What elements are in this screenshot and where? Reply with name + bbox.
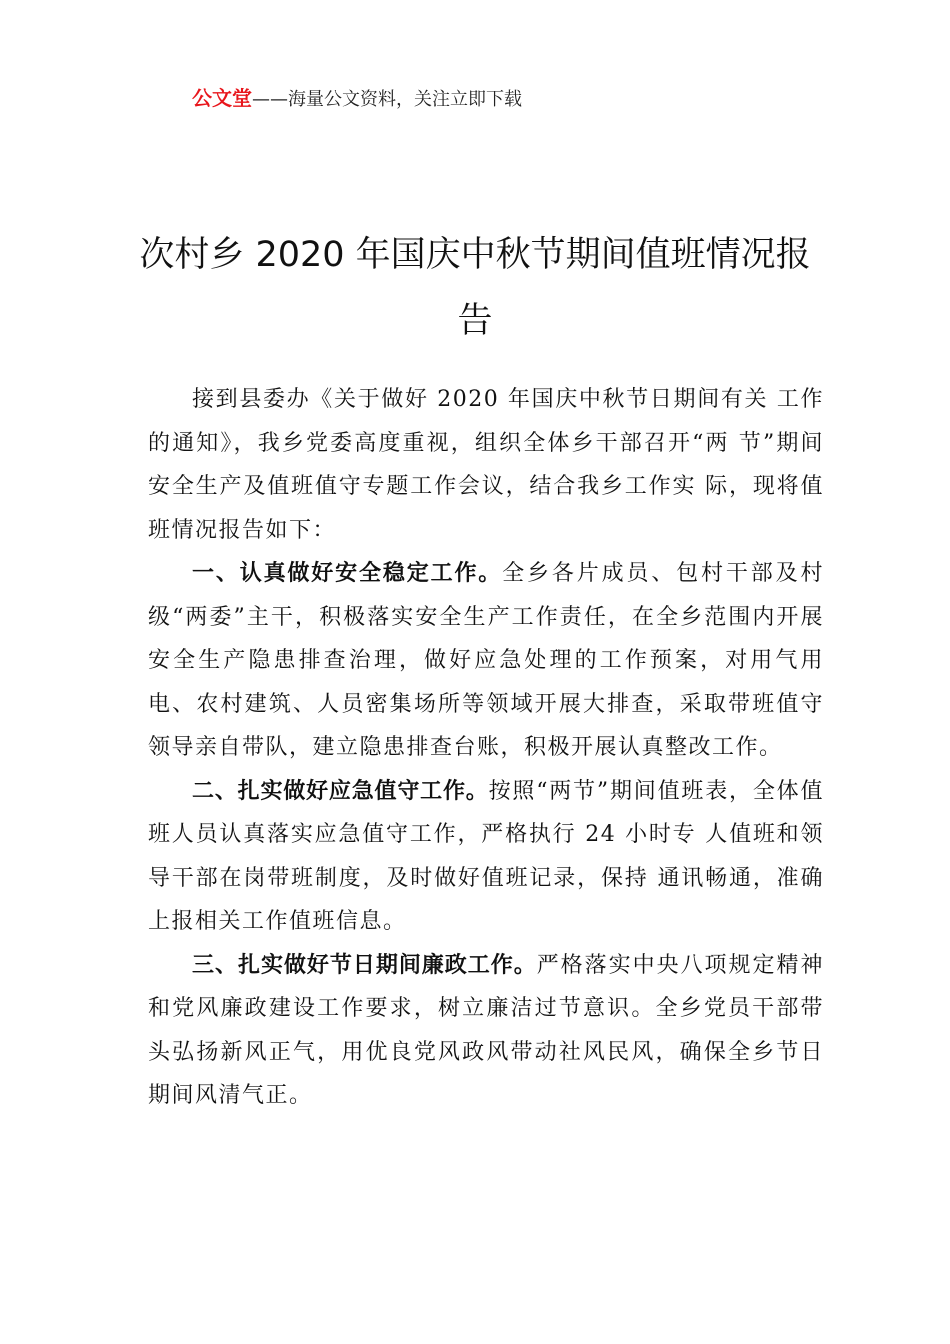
section-paragraph <box>148 770 824 944</box>
intro-paragraph: 接到县委办《关于做好 2020 年国庆中秋节日期间有关 工作的通知》，我乡党委高度重视，组织全体乡干部召开“两 节”期间安全生产及值班值守专题工作会议，结合我乡工作实 际，现将值班情况报告如下： <box>148 387 824 543</box>
promo-tagline: ——海量公文资料，关注立即下载 <box>252 89 522 110</box>
section-paragraph <box>148 552 824 770</box>
section-text: 按照“两节”期间值班表，全体值班人员认真落实应急值守工作，严格执行 24 小时专 人值班和领导干部在岗带班制度，及时做好值班记录，保持 通讯畅通，准确上报相关工作值班信息。 <box>148 778 824 934</box>
section-heading: 三、扎实做好节日期间廉政工作。 <box>192 952 537 978</box>
brand-name: 公文堂 <box>192 86 252 110</box>
section-text: 严格落实中央八项规定精神和党风廉政建设工作要求，树立廉洁过节意识。全乡党员干部带头弘扬新风正气，用优良党风政风带动社风民风，确保全乡节日期间风清气正。 <box>148 952 824 1108</box>
section-paragraph <box>148 944 824 1118</box>
document-title: 次村乡 2020 年国庆中秋节期间值班情况报告 <box>139 235 811 341</box>
promo-header <box>192 84 522 114</box>
section-text: 全乡各片成员、包村干部及村级“两委”主干，积极落实安全生产工作责任，在全乡范围内开展安全生产隐患排查治理，做好应急处理的工作预案，对用气用电、农村建筑、人员密集场所等领域开展大排查，采取带班值守领导亲自带队，建立隐患排查台账，积极开展认真整改工作。 <box>148 561 824 760</box>
section-heading: 二、扎实做好应急值守工作。 <box>192 778 489 804</box>
document-body <box>148 378 824 1118</box>
section-heading: 一、认真做好安全稳定工作。 <box>192 561 503 586</box>
